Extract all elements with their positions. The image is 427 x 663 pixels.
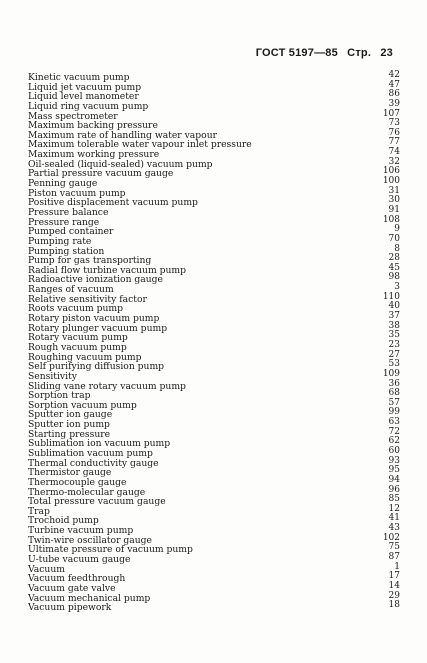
index-number: 96 [388,484,400,495]
index-term: Rotary vacuum pump [28,332,128,344]
index-number: 72 [388,426,400,437]
index-term: Total pressure vacuum gauge [28,496,166,508]
index-number: 29 [388,590,400,601]
index-number: 93 [388,455,400,466]
index-term: Pumping station [28,245,105,257]
index-entry [28,552,400,566]
index-number: 30 [388,195,400,206]
index-term: Radial flow turbine vacuum pump [28,264,186,276]
index-number: 43 [388,523,400,534]
index-term: Pumped container [28,226,114,238]
index-number: 85 [388,494,400,505]
index-number: 77 [388,137,400,148]
index-number: 36 [388,378,400,389]
page-label: Стр. [347,47,372,59]
index-number: 35 [388,330,400,341]
index-term: Liquid jet vacuum pump [28,81,142,93]
index-number: 75 [388,542,400,553]
index-number: 38 [388,320,400,331]
index-number: 53 [388,359,400,370]
index-term: U-tube vacuum gauge [28,554,131,566]
index-number: 95 [388,465,400,476]
index-number: 8 [394,243,400,254]
page-header [250,47,393,59]
index-term: Ranges of vacuum [28,284,114,296]
index-entry [28,359,400,373]
index-term: Maximum rate of handling water vapour [28,129,217,141]
index-term: Turbine vacuum pump [28,525,134,537]
term-index [28,70,400,614]
index-number: 86 [388,89,400,100]
index-term: Partial pressure vacuum gauge [28,168,174,180]
index-term: Oil-sealed (liquid-sealed) vacuum pump [28,158,213,170]
index-term: Vacuum gate valve [28,582,116,594]
index-term: Liquid level manometer [28,91,139,103]
index-term: Sublimation vacuum pump [28,447,153,459]
index-term: Maximum backing pressure [28,120,158,132]
index-number: 107 [382,108,400,119]
index-number: 74 [388,147,400,158]
index-number: 91 [388,204,400,215]
index-number: 110 [382,291,400,302]
index-term: Sliding vane rotary vacuum pump [28,380,186,392]
index-number: 109 [382,368,400,379]
index-number: 70 [388,233,400,244]
index-term: Kinetic vacuum pump [28,72,130,83]
index-term: Pumping rate [28,235,92,247]
index-term: Positive displacement vacuum pump [28,197,198,209]
index-term: Pump for gas transporting [28,255,152,267]
index-entry [28,494,400,508]
index-number: 63 [388,417,400,428]
index-term: Radioactive ionization gauge [28,274,163,286]
index-number: 68 [388,388,400,399]
index-term: Thermocouple gauge [28,476,127,488]
index-term: Sorption vacuum pump [28,399,137,411]
index-term: Relative sensitivity factor [28,293,147,305]
index-number: 76 [388,127,400,138]
index-term: Vacuum mechanical pump [28,592,151,604]
index-number: 28 [388,253,400,264]
index-term: Liquid ring vacuum pump [28,100,149,112]
index-number: 102 [382,532,400,543]
index-term: Sputter ion gauge [28,409,113,421]
index-number: 45 [388,262,400,273]
index-number: 60 [388,445,400,456]
index-number: 94 [388,474,400,485]
index-term: Trap [28,505,50,517]
index-term: Sensitivity [28,370,77,382]
index-term: Maximum working pressure [28,149,160,161]
index-term: Penning gauge [28,178,98,190]
index-number: 12 [388,503,400,514]
index-term: Rotary plunger vacuum pump [28,322,168,334]
index-term: Sublimation ion vacuum pump [28,438,171,450]
index-number: 27 [388,349,400,360]
index-number: 1 [394,561,400,572]
index-number: 32 [388,156,400,167]
index-term: Vacuum pipework [28,602,112,614]
index-term: Thermo-molecular gauge [28,486,146,498]
index-number: 31 [388,185,400,196]
index-number: 37 [388,311,400,322]
index-term: Sorption trap [28,390,91,402]
standard-code: ГОСТ 5197—85 [255,47,338,59]
index-number: 47 [388,79,400,90]
index-term: Maximum tolerable water vapour inlet pressure [28,139,252,151]
index-number: 3 [394,282,400,293]
index-term: Vacuum [28,563,65,575]
index-term: Thermistor gauge [28,467,112,479]
index-number: 40 [388,301,400,312]
index-number: 9 [394,224,400,235]
page-number: 23 [380,47,393,59]
index-number: 108 [382,214,400,225]
index-number: 100 [382,176,400,187]
index-term: Rough vacuum pump [28,341,127,353]
index-term: Roughing vacuum pump [28,351,142,363]
index-number: 42 [388,70,400,80]
index-term: Vacuum feedthrough [28,573,126,585]
index-term: Ultimate pressure of vacuum pump [28,544,193,556]
index-term: Pressure range [28,216,100,228]
index-term: Sputter ion pump [28,419,110,431]
index-number: 14 [388,580,400,591]
index-number: 18 [388,600,400,611]
index-term: Starting pressure [28,428,111,440]
index-number: 57 [388,397,400,408]
index-number: 73 [388,118,400,129]
index-term: Piston vacuum pump [28,187,126,199]
index-number: 23 [388,339,400,350]
index-term: Roots vacuum pump [28,303,123,315]
index-term: Twin-wire oscillator gauge [28,534,152,546]
index-term: Trochoid pump [28,515,99,527]
index-term: Rotary piston vacuum pump [28,313,160,325]
index-number: 106 [382,166,400,177]
index-term: Thermal conductivity gauge [28,457,159,469]
index-term: Pressure balance [28,206,109,218]
index-term: Self purifying diffusion pump [28,361,165,373]
index-number: 17 [388,571,400,582]
index-term: Mass spectrometer [28,110,118,122]
index-number: 62 [388,436,400,447]
index-number: 98 [388,272,400,283]
index-number: 99 [388,407,400,418]
index-number: 87 [388,552,400,563]
index-number: 41 [388,513,400,524]
index-entry [28,600,400,614]
index-number: 39 [388,98,400,109]
